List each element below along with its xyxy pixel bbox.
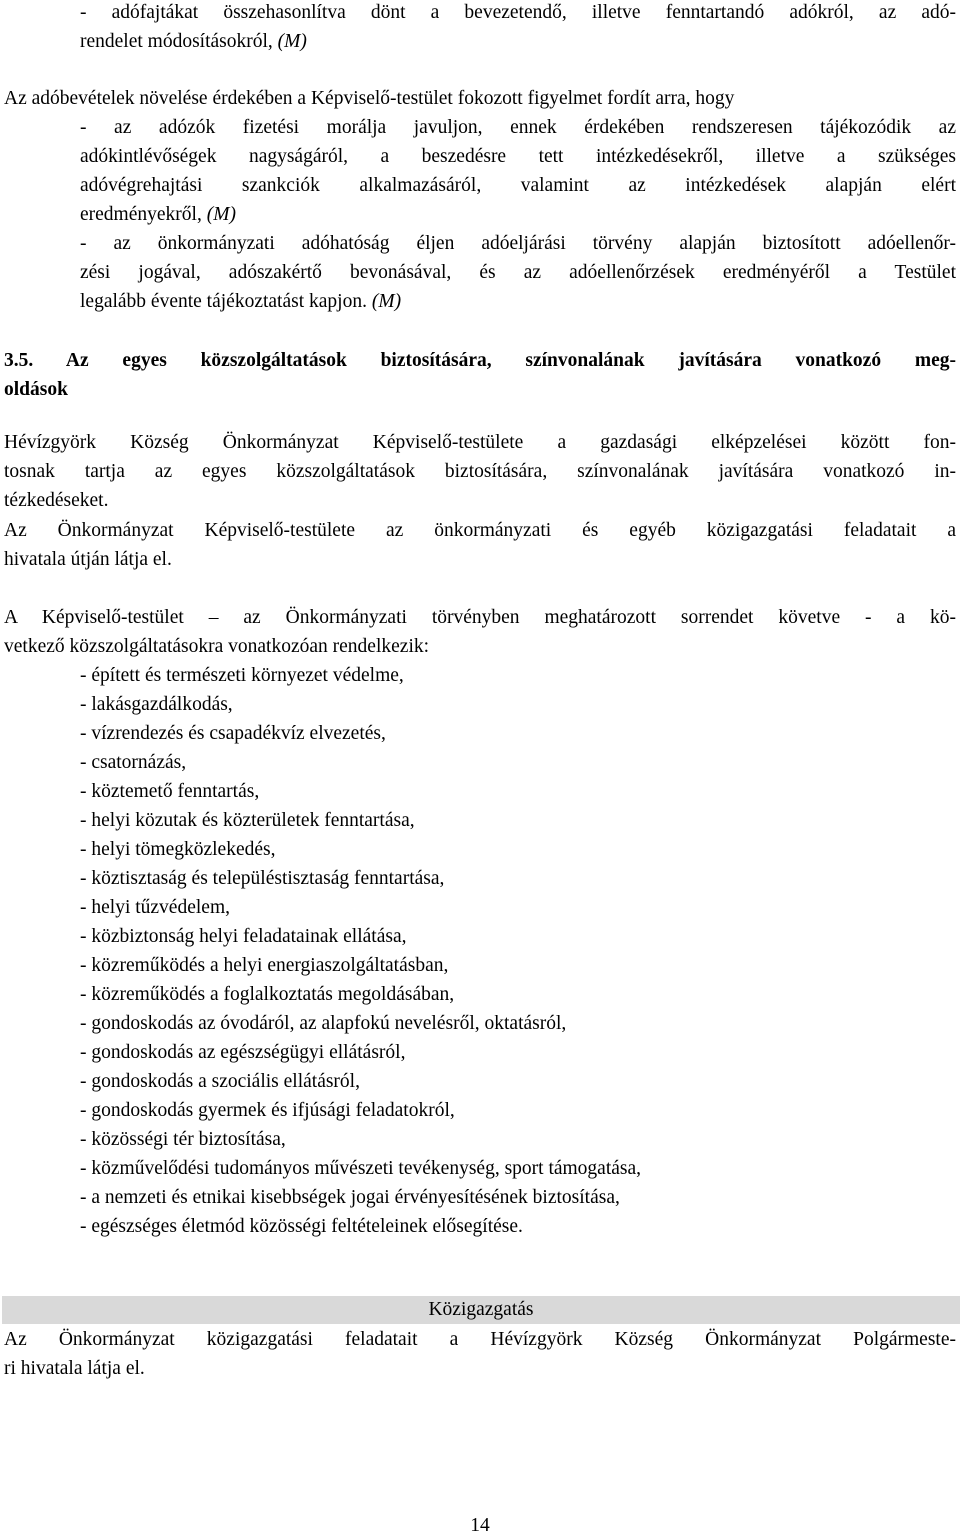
text-line: adókintlévőségek nagyságáról, a beszedésre tett intézkedésekről, illetve a szükséges [80, 146, 956, 167]
collect-item-2 [80, 229, 956, 316]
text-line: - adófajtákat összehasonlítva dönt a bevezetendő, illetve fenntartandó adókról, az adó- [80, 2, 956, 23]
text-line: - az önkormányzati adóhatóság éljen adóeljárási törvény alapján biztosított adóellenőr- [80, 233, 956, 254]
text-line: A Képviselő-testület – az Önkormányzati törvényben meghatározott sorrendet követve - a kö- [4, 607, 956, 628]
collect-item-1 [80, 113, 956, 229]
admin-heading-text: Közigazgatás [428, 1299, 534, 1320]
m-marker: (M) [277, 31, 307, 52]
list-item: - épített és természeti környezet védelme, [80, 665, 404, 686]
text-line: Az adóbevételek növelése érdekében a Képviselő-testület fokozott figyelmet fordít arra, hogy [4, 88, 735, 109]
text-line: vetkező közszolgáltatásokra vonatkozóan rendelkezik: [4, 636, 430, 657]
heading-line: 3.5. Az egyes közszolgáltatások biztosítására, színvonalának javítására vonatkozó meg- [4, 350, 956, 371]
text-line: Az Önkormányzat Képviselő-testülete az önkormányzati és egyéb közigazgatási feladatait a [4, 520, 956, 541]
text-line: Hévízgyörk Község Önkormányzat Képviselő-testülete a gazdasági elképzelései között fon- [4, 432, 956, 453]
text-span: rendelet módosításokról, [80, 31, 273, 52]
heading-line: oldások [4, 379, 68, 400]
text-line: tosnak tartja az egyes közszolgáltatások biztosítására, színvonalának javítására vonatkozó in- [4, 461, 956, 482]
collect-intro [4, 84, 956, 113]
list-item: - közbiztonság helyi feladatainak ellátása, [80, 926, 407, 947]
section-paragraph-2 [4, 516, 956, 574]
list-item: - közreműködés a helyi energiaszolgáltatásban, [80, 955, 449, 976]
admin-heading [2, 1296, 960, 1324]
section-heading [4, 346, 956, 404]
text-span: legalább évente tájékoztatást kapjon. [80, 291, 367, 312]
text-line: zési jogával, adószakértő bevonásával, és az adóellenőrzések eredményéről a Testület [80, 262, 956, 283]
list-item: - csatornázás, [80, 752, 187, 773]
list-item: - helyi közutak és közterületek fenntartása, [80, 810, 415, 831]
list-item: - közművelődési tudományos művészeti tevékenység, sport támogatása, [80, 1158, 642, 1179]
list-item: - gondoskodás gyermek és ifjúsági feladatokról, [80, 1100, 455, 1121]
list-item: - gondoskodás az óvodáról, az alapfokú nevelésről, oktatásról, [80, 1013, 567, 1034]
text-line [80, 287, 956, 316]
top-item [80, 0, 956, 56]
text-line: - az adózók fizetési morálja javuljon, ennek érdekében rendszeresen tájékozódik az [80, 117, 956, 138]
text-line: Az Önkormányzat közigazgatási feladatait a Hévízgyörk Község Önkormányzat Polgármeste- [4, 1329, 956, 1350]
list-item: - gondoskodás a szociális ellátásról, [80, 1071, 360, 1092]
list-item: - köztisztaság és településtisztaság fenntartása, [80, 868, 445, 889]
list-item: - közösségi tér biztosítása, [80, 1129, 286, 1150]
text-line: tézkedéseket. [4, 490, 109, 511]
m-marker: (M) [371, 291, 402, 312]
list-item: - gondoskodás az egészségügyi ellátásról, [80, 1042, 406, 1063]
list-item: - helyi tűzvédelem, [80, 897, 230, 918]
section-paragraph-1 [4, 428, 956, 515]
list-item: - lakásgazdálkodás, [80, 694, 233, 715]
list-item: - a nemzeti és etnikai kisebbségek jogai érvényesítésének biztosítása, [80, 1187, 620, 1208]
section-paragraph-3 [4, 603, 956, 661]
text-line: adóvégrehajtási szankciók alkalmazásáról, valamint az intézkedések alapján elért [80, 175, 956, 196]
text-span: eredményekről, [80, 204, 202, 225]
list-item: - köztemető fenntartás, [80, 781, 260, 802]
list-item: - közreműködés a foglalkoztatás megoldásában, [80, 984, 455, 1005]
text-line: ri hivatala látja el. [4, 1358, 145, 1379]
list-item: - vízrendezés és csapadékvíz elvezetés, [80, 723, 386, 744]
text-line [80, 200, 956, 229]
page-number: 14 [470, 1515, 490, 1536]
list-item: - egészséges életmód közösségi feltételeinek elősegítése. [80, 1216, 523, 1237]
list-item: - helyi tömegközlekedés, [80, 839, 276, 860]
m-marker: (M) [206, 204, 236, 225]
service-list [80, 661, 956, 1241]
text-line [80, 27, 956, 56]
admin-text [4, 1325, 956, 1383]
text-line: hivatala útján látja el. [4, 549, 172, 570]
